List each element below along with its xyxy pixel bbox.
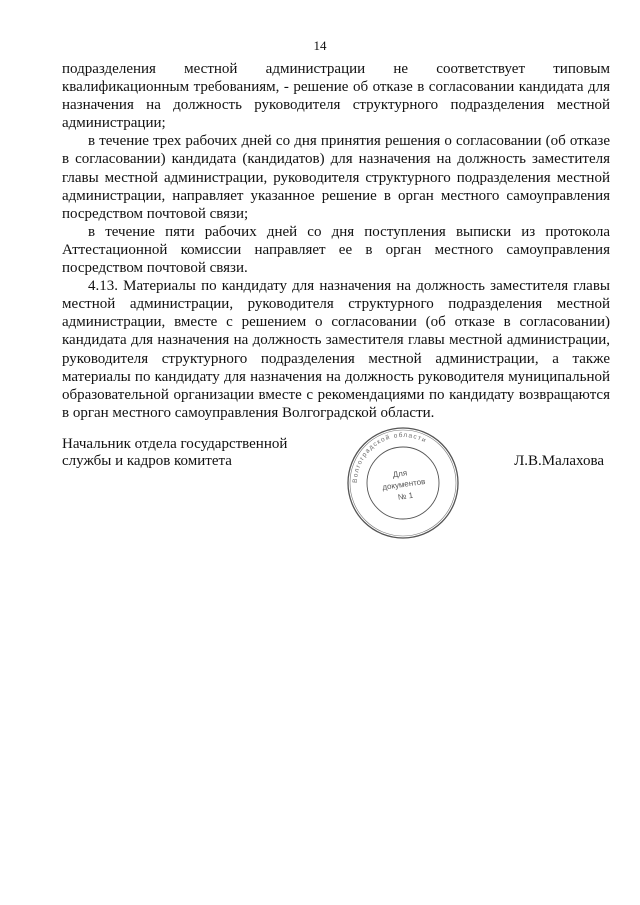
paragraph-three-days: в течение трех рабочих дней со дня принятия решения о согласовании (об отказе в согласовании) кандидата (кандидатов) для назначения на должность заместителя главы местной администрации, руководителя структурного подразделения местной администрации, направляет указанное решение в орган местного самоуправления посредством почтовой связи;: [62, 133, 610, 222]
paragraph-4-13: 4.13. Материалы по кандидату для назначения на должность заместителя главы местной администрации, руководителя структурного подразделения местной администрации, вместе с решением о согласовании (об отказе в согласовании) кандидата для назначения на должность заместителя главы местной администрации, руководителя структурного подразделения местной администрации, а также материалы по кандидату для назначения на должность руководителя муниципальной образовательной организации вместе с рекомендациями по кандидату возвращаются в орган местного самоуправления Волгоградской области.: [62, 278, 610, 421]
page-number: 14: [313, 38, 327, 53]
signatory-title: [62, 436, 287, 470]
signatory-title-line1: Начальник отдела государственной: [62, 436, 288, 452]
stamp-inner-line2: документов: [381, 476, 426, 492]
official-stamp: [344, 424, 462, 542]
signatory-title-line2: службы и кадров комитета: [62, 453, 232, 469]
signatory-name: Л.В.Малахова: [514, 453, 604, 469]
document-body: [62, 60, 610, 422]
paragraph-five-days: в течение пяти рабочих дней со дня поступления выписки из протокола Аттестационной комиссии направляет ее в орган местного самоуправления посредством почтовой связи.: [62, 223, 610, 277]
stamp-inner-line3: № 1: [397, 490, 414, 502]
svg-text:Волгоградской области: [352, 431, 428, 483]
signature-block: [62, 431, 610, 556]
stamp-ring-text: Волгоградской области: [351, 431, 428, 484]
stamp-inner-line1: Для: [392, 468, 408, 480]
paragraph-continuation: подразделения местной администрации не соответствует типовым квалификационным требованиям, - решение об отказе в согласовании кандидата для назначения на должность руководителя структурного подразделения местной администрации;: [62, 61, 610, 132]
